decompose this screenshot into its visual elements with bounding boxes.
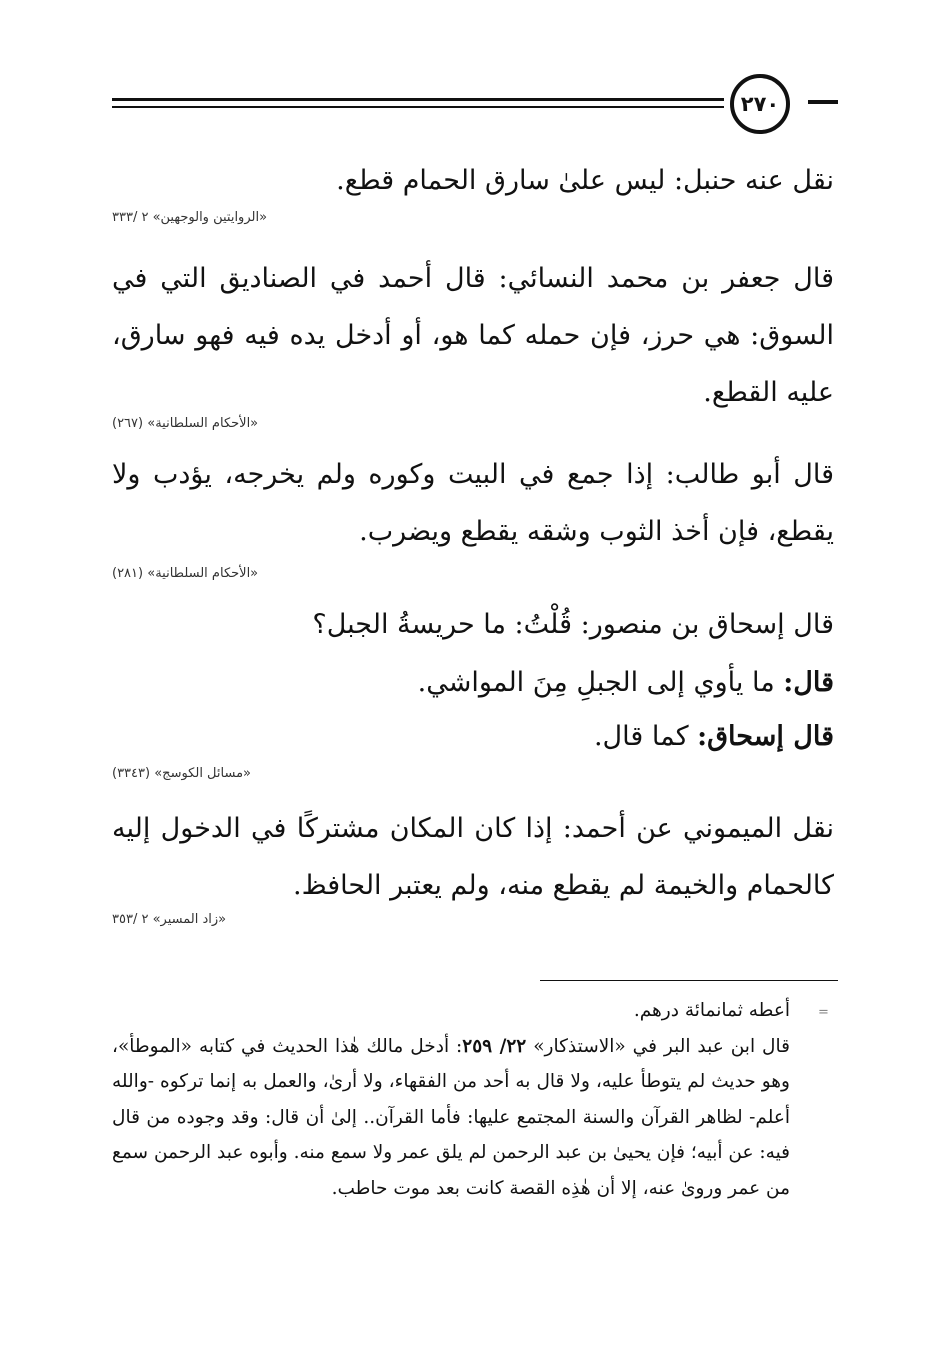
entry-source: «زاد المسير» ٢ /٣٥٣	[112, 912, 227, 927]
header-rule	[112, 98, 724, 101]
entry-source: «الأحكام السلطانية» (٢٦٧)	[112, 416, 259, 431]
entry-source: «مسائل الكوسج» (٣٣٤٣)	[112, 766, 251, 781]
entry-source: «الأحكام السلطانية» (٢٨١)	[112, 566, 259, 581]
entry-dialogue-line: قال: ما يأوي إلى الجبلِ مِنَ المواشي.	[417, 667, 834, 698]
footnote-continuation-mark: =	[818, 1005, 829, 1020]
footnote	[112, 993, 790, 1206]
entry-text: قال أبو طالب: إذا جمع في البيت وكوره ولم يخرجه، يؤدب ولا يقطع، فإن أخذ الثوب وشقه يقطع ويضرب.	[112, 459, 834, 547]
footnote-reference: ٢٢/ ٢٥٩	[462, 1035, 527, 1057]
entry-text: نقل الميموني عن أحمد: إذا كان المكان مشتركًا في الدخول إليه كالحمام والخيمة لم يقطع منه، ولم يعتبر الحافظ.	[112, 813, 834, 901]
header-rule	[112, 106, 724, 108]
entry-source: «الروايتين والوجهين» ٢ /٣٣٣	[112, 210, 268, 225]
header-rule	[808, 100, 838, 104]
footnote-rule	[540, 980, 838, 981]
entry-text: قال جعفر بن محمد النسائي: قال أحمد في الصناديق التي في السوق: هي حرز، فإن حمله كما هو، أو أدخل يده فيه فهو سارق، عليه القطع.	[112, 263, 834, 408]
entry-dialogue-line: قال إسحاق: كما قال.	[593, 721, 834, 752]
page-number: ٢٧٠	[730, 74, 790, 134]
speaker-label: قال إسحاق:	[697, 721, 834, 752]
footnote-line: أعطه ثمانمائة درهم.	[633, 1000, 790, 1021]
page-header	[112, 74, 838, 136]
entry-text: نقل عنه حنبل: ليس علىٰ سارق الحمام قطع.	[336, 165, 834, 196]
footnote-paragraph: قال ابن عبد البر في «الاستذكار» ٢٢/ ٢٥٩: أدخل مالك هٰذا الحديث في كتابه «الموطأ»، وهو حديث لم يتوطأ عليه، ولا قال به أحد من الفقهاء، ولا أرىٰ، والعمل به إنما تركوه -والله أعلم- لظاهر القرآن والسنة المجتمع عليها: فأما القرآن.. إلىٰ أن قال: وقد وجوده من قال فيه: عن أبيه؛ فإن يحيىٰ بن عبد الرحمن لم يلق عمر ولا سمع منه. وأبوه عبد الرحمن سمع من عمر وروىٰ عنه، إلا أن هٰذِه القصة كانت بعد موت حاطب.	[112, 1035, 790, 1199]
entry-text: قال إسحاق بن منصور: قُلْتُ: ما حريسةُ الجبل؟	[312, 609, 834, 640]
speaker-label: قال:	[783, 667, 834, 698]
